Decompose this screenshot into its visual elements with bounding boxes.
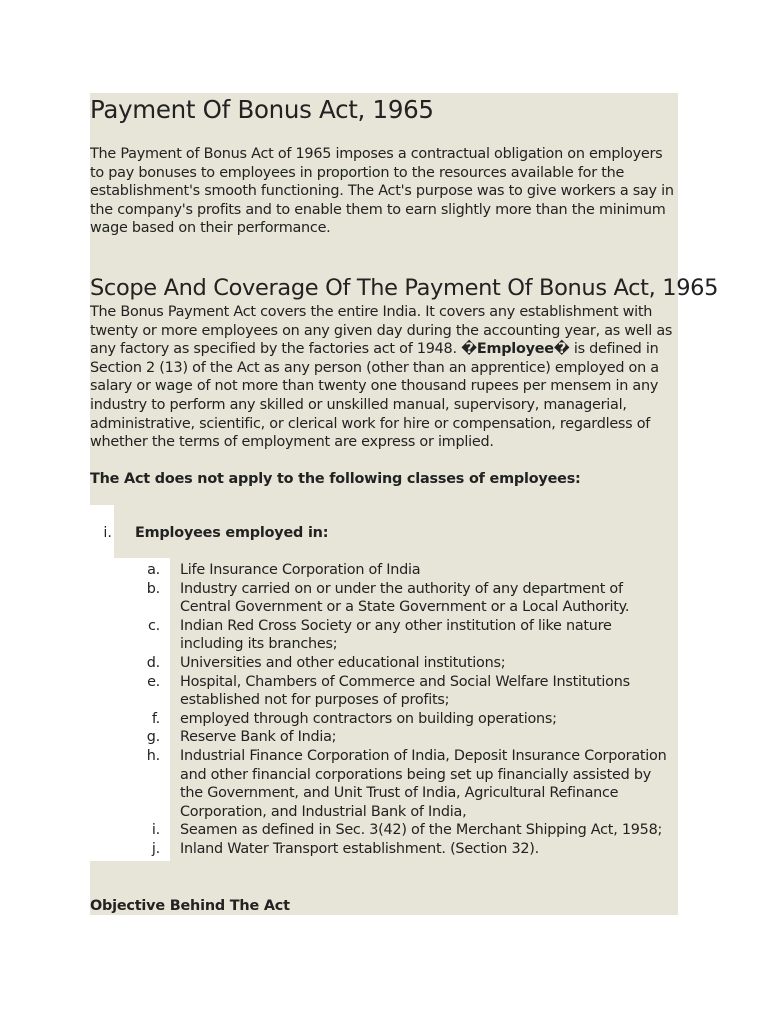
list-marker: j.: [151, 840, 160, 857]
exclusions-list: [130, 561, 670, 859]
list-marker: a.: [147, 562, 160, 578]
list-item: [130, 580, 670, 617]
list-text: Hospital, Chambers of Commerce and Social Welfare Institutions established not for purposes of profits;: [180, 673, 630, 709]
list-item: [130, 710, 670, 729]
employee-term: �Employee�: [461, 341, 570, 358]
list-item: [130, 617, 670, 654]
list-item: [130, 840, 670, 859]
list-text: Industry carried on or under the authority of any department of Central Government or a State Government or a Local Authority.: [180, 580, 630, 616]
scope-text-after: is defined in Section 2 (13) of the Act as any person (other than an apprentice) employed on a salary or wage of not more than twenty one thousand rupees per mensem in any industry to perform any skilled or unskilled manual, supervisory, managerial, administrative, scientific, or clerical work for hire or compensation, regardless of whether the terms of employment are express or implied.: [90, 341, 659, 451]
list-item: [130, 654, 670, 673]
list-text: Inland Water Transport establishment. (Section 32).: [180, 840, 539, 857]
list-item: [130, 747, 670, 821]
list-marker: e.: [147, 673, 160, 690]
list-marker: d.: [146, 654, 160, 671]
list-text: Indian Red Cross Society or any other institution of like nature including its branches;: [180, 617, 612, 653]
list-text: Life Insurance Corporation of India: [180, 562, 421, 578]
list-item: [130, 821, 670, 840]
roman-label: Employees employed in:: [135, 525, 329, 541]
list-text: Reserve Bank of India;: [180, 729, 337, 746]
list-item: [130, 728, 670, 747]
list-text: employed through contractors on building operations;: [180, 710, 557, 727]
list-text: Seamen as defined in Sec. 3(42) of the Merchant Shipping Act, 1958;: [180, 822, 663, 839]
list-marker: b.: [146, 580, 160, 597]
scope-text-before: The Bonus Payment Act covers the entire India. It covers any establishment with twenty or more employees on any given day during the accounting year, as well as any factory as specified by the factories act of 1948.: [90, 304, 673, 358]
intro-paragraph: The Payment of Bonus Act of 1965 imposes a contractual obligation on employers to pay bonuses to employees in proportion to the resources available for the establishment's smooth functioning. The Act's purpose was to give workers a say in the company's profits and to enable them to earn slightly more than the minimum wage based on their performance.: [90, 146, 674, 237]
list-marker: f.: [151, 710, 160, 727]
objective-heading: Objective Behind The Act: [90, 898, 290, 914]
list-item: [130, 673, 670, 710]
scope-paragraph: [90, 303, 678, 452]
list-text: Industrial Finance Corporation of India, Deposit Insurance Corporation and other financial corporations being set up financially assisted by the Government, and Unit Trust of India, Agricultural Refinance Corporation, and Industrial Bank of India,: [180, 747, 667, 820]
list-marker: h.: [146, 747, 160, 764]
page-title: Payment Of Bonus Act, 1965: [90, 95, 434, 124]
roman-marker: i.: [103, 525, 112, 541]
list-marker: g.: [146, 729, 160, 746]
list-item: [130, 561, 670, 580]
list-marker: i.: [151, 822, 160, 839]
list-text: Universities and other educational institutions;: [180, 654, 506, 671]
scope-heading: Scope And Coverage Of The Payment Of Bonus Act, 1965: [90, 275, 719, 301]
exclusions-heading: The Act does not apply to the following classes of employees:: [90, 471, 581, 487]
list-marker: c.: [148, 617, 160, 634]
